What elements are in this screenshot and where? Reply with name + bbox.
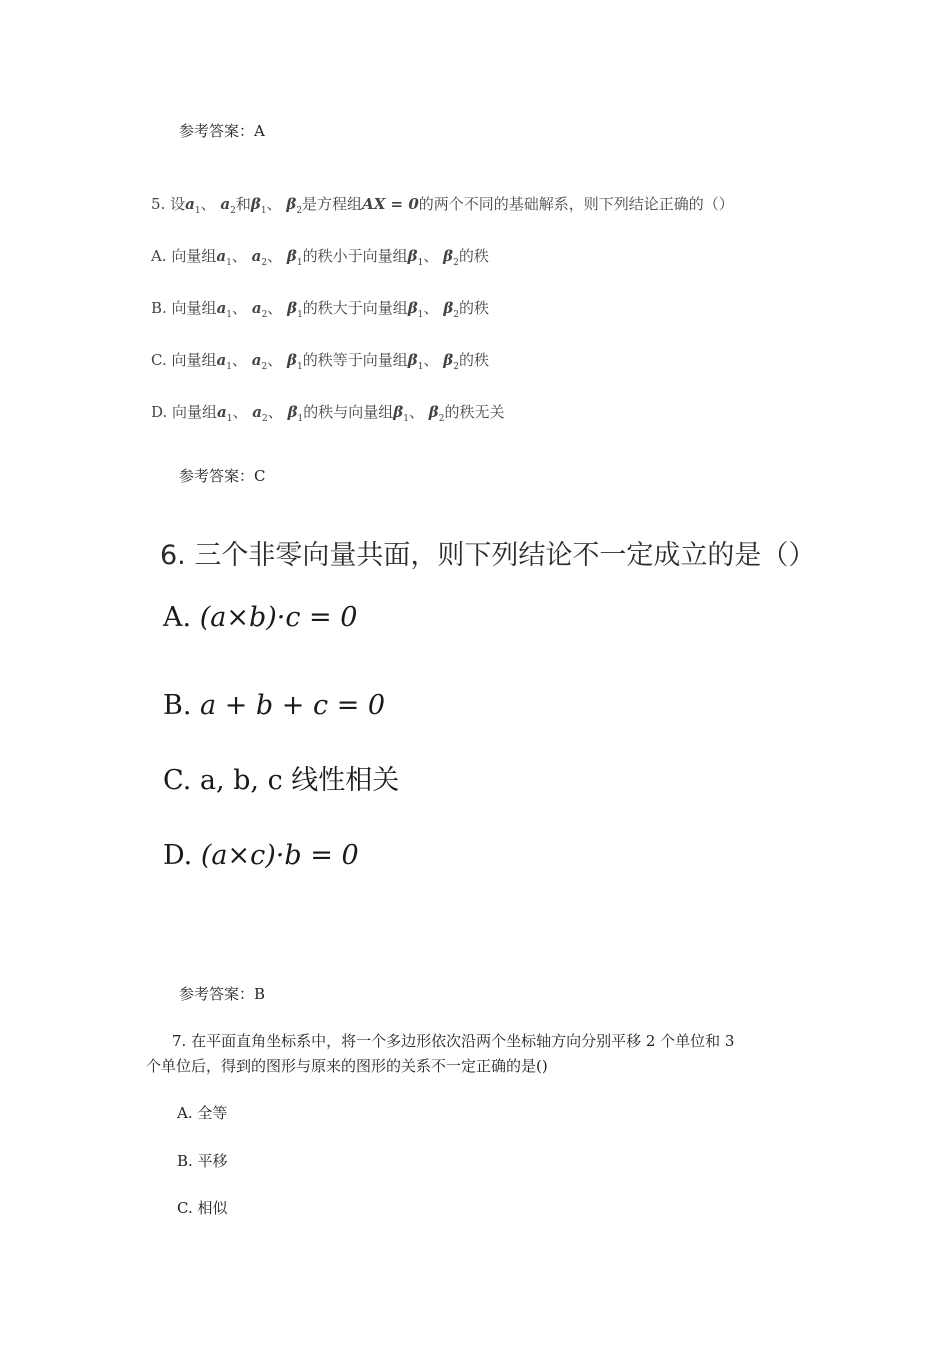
symbol-beta: β <box>286 195 297 213</box>
option-prefix: B. 向量组 <box>151 299 217 317</box>
subscript: 1 <box>297 414 304 424</box>
reference-answer: 参考答案：B <box>179 985 266 1003</box>
symbol-a: a <box>216 299 227 317</box>
question-5-option-c[interactable] <box>151 349 489 372</box>
separator: 、 <box>267 351 283 369</box>
symbol-a: a <box>185 195 195 213</box>
separator: 、 <box>408 403 424 421</box>
subscript: 1 <box>417 258 424 268</box>
question-5-option-a[interactable] <box>151 245 489 268</box>
question-7-option-a[interactable]: A. 全等 <box>177 1104 228 1122</box>
symbol-a: a <box>216 247 227 265</box>
symbol-a: a <box>251 247 262 265</box>
symbol-beta: β <box>407 351 418 369</box>
symbol-beta: β <box>250 195 261 213</box>
symbol-a: a <box>216 351 227 369</box>
option-expression: (a×b)·c = 0 <box>199 602 358 633</box>
subscript: 2 <box>453 258 459 268</box>
option-prefix: D. 向量组 <box>151 403 218 421</box>
question-6-option-c[interactable]: C. a, b, c 线性相关 <box>163 765 400 796</box>
subscript: 1 <box>226 258 232 268</box>
separator: 、 <box>231 351 247 369</box>
separator: 、 <box>267 299 283 317</box>
option-prefix: A. 向量组 <box>151 247 217 265</box>
option-end: 的秩 <box>459 299 490 317</box>
symbol-beta: β <box>443 351 454 369</box>
separator: 、 <box>267 247 283 265</box>
subscript: 2 <box>261 310 268 320</box>
subscript: 1 <box>226 414 233 424</box>
option-label: A. <box>163 602 192 633</box>
option-mid: 的秩等于向量组 <box>302 351 408 369</box>
subscript: 1 <box>296 258 303 268</box>
symbol-a: a <box>217 403 227 421</box>
subscript: 1 <box>296 362 303 372</box>
q5-stem-suffix: 是方程组 <box>302 195 363 213</box>
symbol-beta: β <box>287 403 298 421</box>
question-7-line-1: 7. 在平面直角坐标系中，将一个多边形依次沿两个坐标轴方向分别平移 2 个单位和 3 <box>172 1032 735 1050</box>
subscript: 2 <box>438 414 445 424</box>
option-mid: 的秩大于向量组 <box>302 299 408 317</box>
symbol-beta: β <box>286 247 297 265</box>
separator: 、 <box>423 247 439 265</box>
subscript: 2 <box>261 362 268 372</box>
separator: 、 <box>231 247 247 265</box>
equation: AX = 0 <box>362 195 419 213</box>
subscript: 1 <box>417 310 424 320</box>
separator: 、 <box>266 195 282 213</box>
separator: 、 <box>200 195 216 213</box>
symbol-a: a <box>251 351 262 369</box>
subscript: 1 <box>194 206 201 216</box>
symbol-beta: β <box>428 403 439 421</box>
separator: 、 <box>232 403 248 421</box>
symbol-beta: β <box>407 299 418 317</box>
separator: 、 <box>423 299 439 317</box>
question-6-title: 6. 三个非零向量共面，则下列结论不一定成立的是（） <box>160 540 816 571</box>
symbol-beta: β <box>407 247 418 265</box>
symbol-beta: β <box>393 403 404 421</box>
reference-answer: 参考答案：A <box>179 122 265 140</box>
subscript: 1 <box>403 414 409 424</box>
question-5-option-d[interactable] <box>151 401 505 424</box>
question-7-option-c[interactable]: C. 相似 <box>177 1199 228 1217</box>
symbol-a: a <box>251 299 262 317</box>
separator: 、 <box>232 299 248 317</box>
question-6-option-d[interactable] <box>163 840 359 871</box>
subscript: 1 <box>226 362 232 372</box>
subscript: 2 <box>230 206 236 216</box>
option-end: 的秩无关 <box>444 403 505 421</box>
question-6-option-a[interactable] <box>163 602 357 633</box>
reference-answer: 参考答案：C <box>179 467 266 485</box>
question-7-line-2: 个单位后，得到的图形与原来的图形的关系不一定正确的是() <box>146 1057 548 1075</box>
q5-stem-prefix: 5. 设 <box>151 195 186 213</box>
subscript: 1 <box>226 310 233 320</box>
option-expression: a + b + c = 0 <box>200 690 386 721</box>
question-5-stem <box>151 193 734 216</box>
separator: 、 <box>423 351 439 369</box>
question-6-option-b[interactable] <box>163 690 385 721</box>
question-5-option-b[interactable] <box>151 297 489 320</box>
subscript: 2 <box>453 310 460 320</box>
subscript: 1 <box>417 362 424 372</box>
q5-stem-and: 和 <box>235 195 251 213</box>
option-mid: 的秩与向量组 <box>303 403 394 421</box>
symbol-beta: β <box>287 299 298 317</box>
question-7-option-b[interactable]: B. 平移 <box>177 1152 228 1170</box>
subscript: 1 <box>260 206 267 216</box>
option-mid: 的秩小于向量组 <box>302 247 408 265</box>
option-label: B. <box>163 690 192 721</box>
subscript: 2 <box>453 362 459 372</box>
symbol-beta: β <box>443 299 454 317</box>
option-label: D. <box>163 840 193 871</box>
symbol-a: a <box>220 195 231 213</box>
symbol-a: a <box>252 403 263 421</box>
subscript: 2 <box>262 414 268 424</box>
symbol-beta: β <box>287 351 297 369</box>
option-expression: (a×c)·b = 0 <box>200 840 359 871</box>
q5-stem-tail: 的两个不同的基础解系，则下列结论正确的（） <box>418 195 734 213</box>
subscript: 2 <box>261 258 268 268</box>
subscript: 1 <box>297 310 303 320</box>
option-prefix: C. 向量组 <box>151 351 217 369</box>
option-end: 的秩 <box>458 351 489 369</box>
separator: 、 <box>267 403 283 421</box>
subscript: 2 <box>296 206 303 216</box>
symbol-beta: β <box>443 247 454 265</box>
option-end: 的秩 <box>458 247 489 265</box>
